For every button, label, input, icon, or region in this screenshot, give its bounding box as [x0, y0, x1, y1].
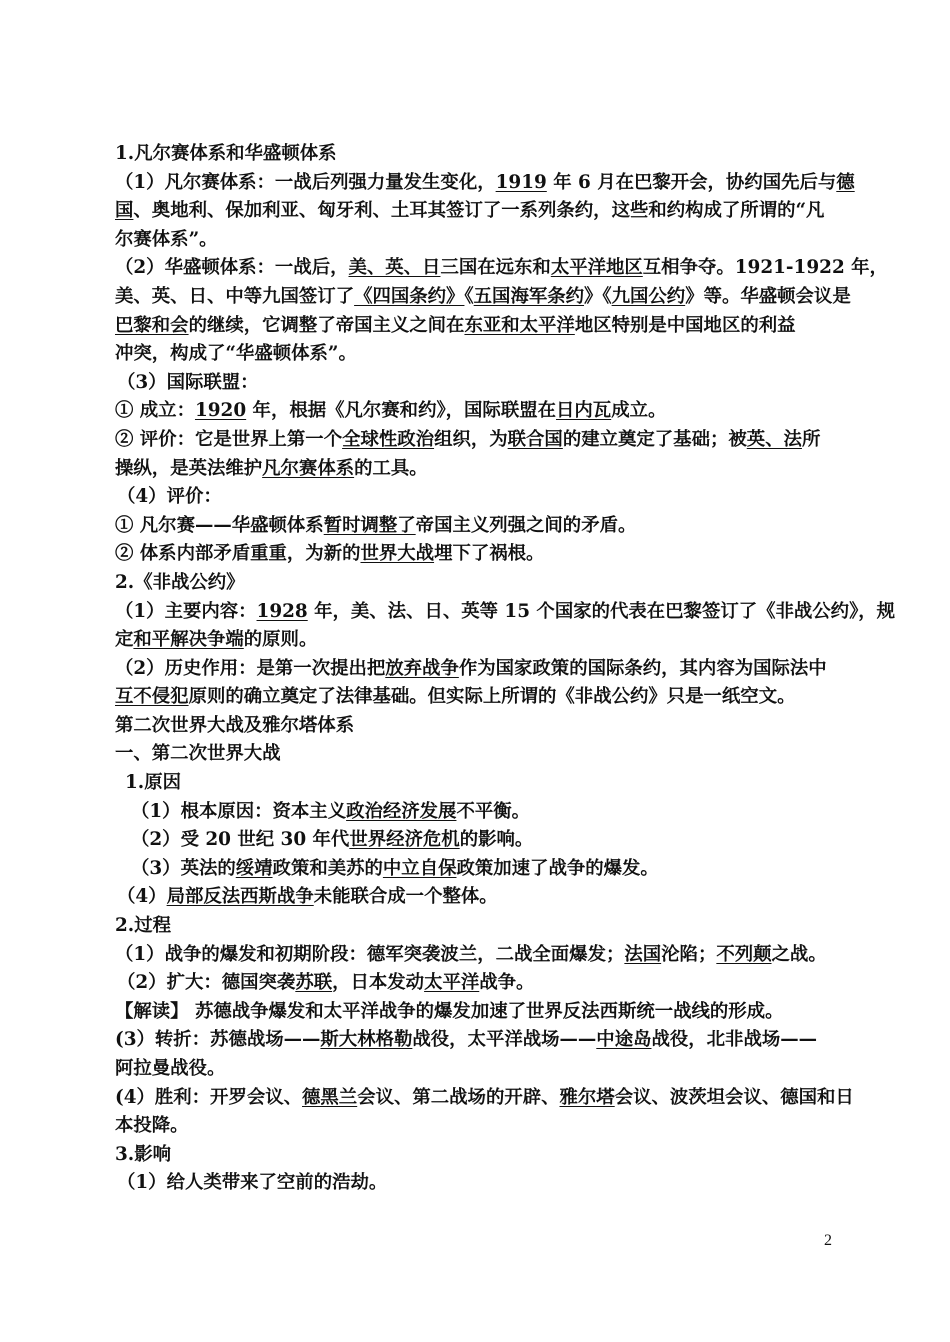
text-line: [115, 855, 837, 884]
text-segment: （1）根本原因：资本主义: [131, 800, 347, 822]
text-segment: 的继续，它调整了帝国主义之间在: [188, 314, 465, 336]
text-segment: 战役，北非战场——: [651, 1029, 818, 1051]
text-segment: 的建立奠定了基础；被: [562, 428, 747, 450]
text-segment: ① 凡尔赛——华盛顿体系: [115, 514, 324, 536]
text-line: [115, 1084, 854, 1113]
underlined-term: 全球性政治: [342, 428, 435, 450]
text-segment: （2）受 20 世纪 30 年代: [131, 829, 350, 851]
text-segment: 政策和美苏的: [272, 857, 383, 879]
text-line: [115, 798, 837, 827]
text-line: [115, 540, 837, 569]
text-line: [115, 1112, 837, 1141]
text-line: [115, 998, 837, 1027]
text-segment: 埋下了祸根。: [434, 543, 545, 565]
text-line: [115, 455, 837, 484]
text-segment: （2）扩大：德国突袭: [117, 972, 296, 994]
text-line: [115, 140, 837, 169]
text-segment: 所: [801, 428, 821, 450]
text-line: [115, 197, 837, 226]
underlined-term: 《四国条约》: [354, 285, 465, 307]
text-segment: 本投降。: [115, 1115, 189, 1137]
text-line: [115, 1141, 837, 1170]
text-line: [115, 912, 837, 941]
underlined-term: 局部反法西斯战争: [166, 886, 314, 908]
text-segment: 尔赛体系”。: [115, 228, 218, 250]
underlined-term: 日内瓦: [556, 400, 612, 422]
text-line: [115, 941, 837, 970]
underlined-term: 德: [836, 171, 855, 193]
text-segment: 的工具。: [354, 457, 428, 479]
text-line: [115, 1026, 837, 1055]
text-line: [115, 312, 837, 341]
underlined-term: 互不侵犯: [115, 686, 189, 708]
text-segment: 年，美、法、日、英等 15 个国家的代表在巴黎签订了《非战公约》，规: [307, 600, 896, 622]
text-segment: 年 6 月在巴黎开会，协约国先后与: [546, 171, 837, 193]
text-line: [115, 740, 837, 769]
text-segment: 操纵，是英法维护: [115, 457, 263, 479]
text-segment: ，日本发动: [332, 972, 425, 994]
text-segment: 年，根据《凡尔赛和约》，国际联盟在: [246, 400, 556, 422]
text-segment: 一、第二次世界大战: [115, 743, 281, 765]
underlined-term: 放弃战争: [385, 657, 459, 679]
text-line: [115, 969, 837, 998]
underlined-term: 太平洋: [424, 972, 480, 994]
text-segment: 会议、第二战场的开辟、: [357, 1086, 560, 1108]
text-segment: 美、英、日、中等九国签订了: [115, 285, 355, 307]
text-segment: 三国在远东和: [440, 257, 551, 279]
text-segment: 会议、波茨坦会议、德国和日: [614, 1086, 854, 1108]
text-segment: （1）战争的爆发和初期阶段：德军突袭波兰，二战全面爆发；: [115, 943, 625, 965]
underlined-term: 雅尔塔: [559, 1086, 615, 1108]
text-segment: （1）给人类带来了空前的浩劫。: [117, 1172, 388, 1194]
text-segment: 作为国家政策的国际条约，其内容为国际法中: [458, 657, 827, 679]
underlined-term: 和平解决争端: [133, 629, 244, 651]
text-line: [115, 169, 855, 198]
underlined-term: 1920: [194, 400, 247, 422]
underlined-term: 斯大林格勒: [320, 1029, 413, 1051]
text-line: [115, 369, 837, 398]
text-segment: 【解读】 苏德战争爆发和太平洋战争的爆发加速了世界反法西斯统一战线的形成。: [115, 1000, 784, 1022]
text-line: [115, 1169, 837, 1198]
text-segment: (3）转折：苏德战场——: [115, 1029, 321, 1051]
underlined-term: 联合国: [507, 428, 563, 450]
text-segment: 2.过程: [115, 915, 171, 937]
text-segment: 的原则。: [243, 629, 318, 651]
text-segment: 的影响。: [459, 829, 534, 851]
text-segment: 原则的确立奠定了法律基础。但实际上所谓的《非战公约》只是一纸空文。: [188, 686, 796, 708]
underlined-term: 凡尔赛体系: [262, 457, 355, 479]
underlined-term: 世界经济危机: [349, 829, 460, 851]
text-segment: (4）胜利：开罗会议、: [115, 1086, 303, 1108]
document-body: [115, 140, 896, 1198]
text-segment: 3.影响: [115, 1143, 171, 1165]
text-segment: 2.《非战公约》: [115, 571, 245, 593]
text-line: [115, 340, 837, 369]
text-segment: （3）国际联盟：: [117, 371, 259, 393]
text-segment: 地区特别是中国地区的利益: [574, 314, 796, 336]
text-line: [115, 626, 837, 655]
underlined-term: 太平洋地区: [550, 257, 643, 279]
underlined-term: 五国海军条约: [473, 285, 585, 307]
text-segment: （3）英法的: [131, 857, 236, 879]
text-line: [115, 1055, 837, 1084]
text-line: [115, 426, 837, 455]
text-line: [115, 254, 888, 283]
underlined-term: 1928: [256, 600, 308, 622]
underlined-term: 中途岛: [596, 1029, 652, 1051]
text-line: [115, 683, 837, 712]
text-segment: 1.凡尔赛体系和华盛顿体系: [115, 143, 337, 164]
text-segment: 定: [115, 629, 134, 651]
text-line: [115, 397, 837, 426]
underlined-term: 法国: [624, 943, 662, 965]
text-segment: 未能联合成一个整体。: [313, 886, 498, 908]
underlined-term: 暂时调整了: [323, 514, 416, 536]
text-segment: 不平衡。: [456, 800, 531, 822]
underlined-term: 世界大战: [360, 543, 435, 565]
text-line: [115, 283, 851, 312]
text-line: [115, 712, 837, 741]
text-segment: 政策加速了战争的爆发。: [456, 857, 659, 879]
text-segment: 沦陷；: [661, 943, 717, 965]
text-line: [115, 512, 837, 541]
text-segment: （1）凡尔赛体系：一战后列强力量发生变化，: [115, 171, 496, 193]
underlined-term: 英、法: [746, 428, 802, 450]
text-line: [115, 483, 837, 512]
text-segment: 战争。: [479, 972, 535, 994]
text-segment: 互相争夺。1921-1922 年，: [642, 257, 888, 279]
text-segment: （4）评价：: [117, 486, 222, 508]
underlined-term: 1919: [495, 171, 547, 193]
text-segment: （2）历史作用：是第一次提出把: [115, 657, 386, 679]
text-segment: 冲突，构成了“华盛顿体系”。: [115, 343, 357, 365]
text-segment: 第二次世界大战及雅尔塔体系: [115, 714, 355, 736]
text-segment: 组织，为: [434, 428, 508, 450]
text-line: [115, 598, 896, 627]
text-segment: 》《: [584, 285, 612, 307]
text-segment: 帝国主义列强之间的矛盾。: [415, 514, 637, 536]
text-segment: 阿拉曼战役。: [115, 1058, 226, 1079]
underlined-term: 东亚和太平洋: [464, 314, 575, 336]
text-segment: 战役，太平洋战场——: [412, 1029, 597, 1051]
text-line: [115, 655, 837, 684]
text-segment: 之战。: [771, 943, 827, 965]
text-segment: ② 评价：它是世界上第一个: [115, 428, 343, 450]
underlined-term: 九国公约: [611, 285, 686, 307]
text-line: [115, 883, 837, 912]
underlined-term: 不列颠: [716, 943, 772, 965]
text-segment: 、奥地利、保加利亚、匈牙利、土耳其签订了一系列条约，这些和约构成了所谓的“凡: [133, 200, 825, 222]
underlined-term: 德黑兰: [302, 1086, 358, 1108]
page-number: 2: [824, 1232, 832, 1249]
text-segment: 》等。华盛顿会议是: [685, 285, 851, 307]
underlined-term: 中立自保: [382, 857, 457, 879]
text-segment: 成立。: [611, 400, 667, 422]
text-segment: 《: [464, 285, 474, 307]
underlined-term: 巴黎和会: [115, 314, 189, 336]
underlined-term: 美、英、日: [348, 257, 441, 279]
underlined-term: 绥靖: [235, 857, 273, 879]
text-segment: ① 成立：: [115, 400, 195, 422]
underlined-term: 苏联: [295, 972, 333, 994]
text-line: [115, 769, 837, 798]
text-line: [115, 569, 837, 598]
text-segment: （4）: [117, 886, 167, 908]
underlined-term: 国: [115, 200, 134, 222]
underlined-term: 政治经济发展: [346, 800, 457, 822]
text-line: [115, 226, 837, 255]
text-segment: ② 体系内部矛盾重重，为新的: [115, 543, 361, 565]
text-segment: （1）主要内容：: [115, 600, 257, 622]
text-line: [115, 826, 837, 855]
text-segment: 1.原因: [125, 772, 181, 794]
text-segment: （2）华盛顿体系：一战后，: [115, 257, 349, 279]
